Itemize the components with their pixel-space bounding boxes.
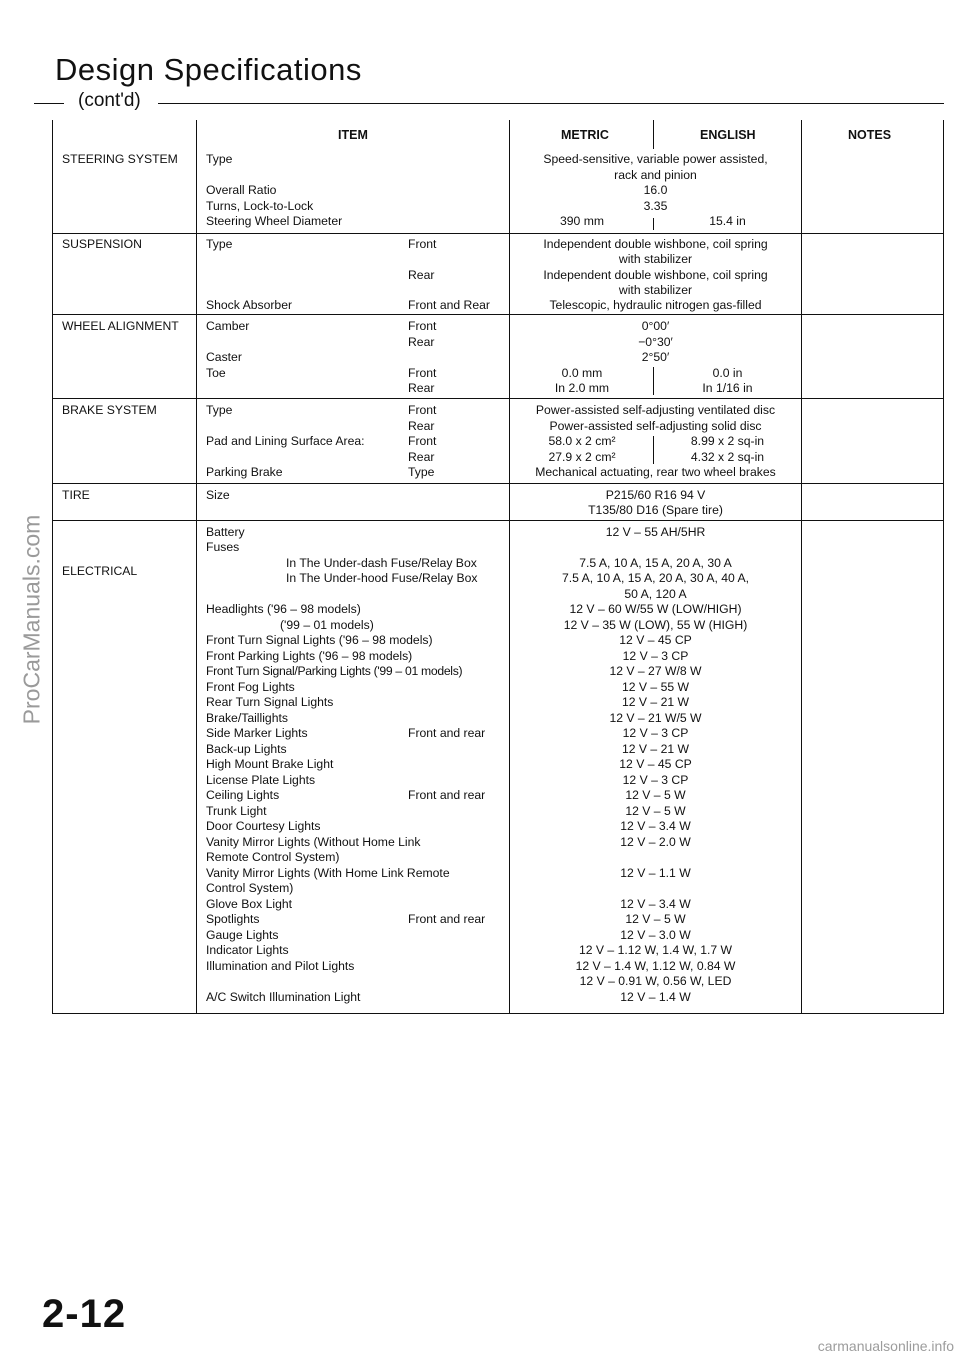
section-electrical: ELECTRICAL [62, 564, 138, 578]
spec-value: Telescopic, hydraulic nitrogen gas-filled [549, 298, 762, 312]
sub-label: Rear [408, 381, 435, 395]
item-label: License Plate Lights [206, 773, 316, 787]
page-subtitle: (cont'd) [78, 90, 141, 111]
item-label: A/C Switch Illumination Light [206, 990, 361, 1004]
item-label: Vanity Mirror Lights (Without Home Link [206, 835, 421, 849]
item-label: Type [206, 237, 233, 251]
section-wheel-alignment: WHEEL ALIGNMENT [62, 319, 179, 333]
sub-label: Rear [408, 335, 435, 349]
sub-label: Front [408, 237, 437, 251]
item-label: Door Courtesy Lights [206, 819, 321, 833]
spec-value: 12 V – 2.0 W [620, 835, 691, 849]
section-tire: TIRE [62, 488, 90, 502]
item-label: Control System) [206, 881, 294, 895]
row-separator [52, 233, 944, 234]
item-label: Gauge Lights [206, 928, 279, 942]
item-label: Rear Turn Signal Lights [206, 695, 334, 709]
spec-value: 12 V – 55 AH/5HR [605, 525, 706, 539]
spec-value: 2°50′ [641, 350, 670, 364]
spec-value: Power-assisted self-adjusting ventilated disc [535, 403, 776, 417]
spec-value: 12 V – 5 W [625, 788, 686, 802]
spec-value: 12 V – 5 W [625, 804, 686, 818]
sub-label: Front and rear [408, 912, 486, 926]
spec-value: rack and pinion [614, 168, 697, 182]
spec-value: 12 V – 27 W/8 W [609, 664, 702, 678]
spec-value: 16.0 [643, 183, 668, 197]
subtitle-rule-right [158, 103, 944, 104]
item-label: Steering Wheel Diameter [206, 214, 343, 228]
spec-value: Power-assisted self-adjusting solid disc [549, 419, 762, 433]
english-value: In 1/16 in [702, 381, 753, 395]
item-label: Trunk Light [206, 804, 267, 818]
spec-table-frame [52, 120, 944, 1014]
section-brake-system: BRAKE SYSTEM [62, 403, 157, 417]
spec-value: 7.5 A, 10 A, 15 A, 20 A, 30 A, 40 A, [561, 571, 750, 585]
item-label: Turns, Lock-to-Lock [206, 199, 314, 213]
item-label: Back-up Lights [206, 742, 287, 756]
item-label: Camber [206, 319, 250, 333]
spec-value: 12 V – 60 W/55 W (LOW/HIGH) [569, 602, 742, 616]
metric-value: In 2.0 mm [554, 381, 610, 395]
spec-value: 3.35 [643, 199, 668, 213]
item-label: Shock Absorber [206, 298, 293, 312]
spec-value: 12 V – 21 W [621, 742, 690, 756]
english-value: 0.0 in [712, 366, 743, 380]
spec-value: P215/60 R16 94 V [605, 488, 706, 502]
item-label: Front Parking Lights ('96 – 98 models) [206, 649, 413, 663]
page-title: Design Specifications [55, 52, 362, 87]
item-label: Vanity Mirror Lights (With Home Link Remote [206, 866, 450, 880]
col-divider-3 [801, 120, 802, 1014]
item-label: Side Marker Lights [206, 726, 308, 740]
row-separator [52, 520, 944, 521]
item-label: Parking Brake [206, 465, 283, 479]
item-label: Type [206, 403, 233, 417]
side-watermark: ProCarManuals.com [18, 514, 45, 725]
spec-value: Mechanical actuating, rear two wheel brakes [535, 465, 776, 479]
spec-value: 12 V – 55 W [621, 680, 690, 694]
item-label: In The Under-dash Fuse/Relay Box [286, 556, 477, 570]
spec-value: T135/80 D16 (Spare tire) [588, 503, 723, 517]
spec-value: 12 V – 21 W/5 W [609, 711, 702, 725]
header-notes: NOTES [848, 128, 892, 142]
spec-value: 12 V – 1.1 W [620, 866, 691, 880]
item-label: Caster [206, 350, 242, 364]
item-label: Spotlights [206, 912, 260, 926]
item-label: Brake/Taillights [206, 711, 288, 725]
spec-value: 12 V – 3 CP [622, 773, 689, 787]
header-english: ENGLISH [700, 128, 756, 142]
section-steering: STEERING SYSTEM [62, 152, 178, 166]
spec-value: 12 V – 3 CP [622, 726, 689, 740]
sub-label: Front [408, 434, 437, 448]
spec-value: 12 V – 1.12 W, 1.4 W, 1.7 W [578, 943, 733, 957]
item-label: Remote Control System) [206, 850, 340, 864]
metric-value: 27.9 x 2 cm² [548, 450, 616, 464]
item-label: Indicator Lights [206, 943, 289, 957]
row-separator [52, 314, 944, 315]
header-item: ITEM [338, 128, 368, 142]
item-label: Size [206, 488, 230, 502]
spec-value: −0°30′ [638, 335, 673, 349]
spec-value: Independent double wishbone, coil spring [543, 237, 768, 251]
spec-value: 0°00′ [641, 319, 670, 333]
english-value: 4.32 x 2 sq-in [690, 450, 765, 464]
sub-label: Type [408, 465, 435, 479]
spec-value: 12 V – 45 CP [619, 757, 692, 771]
item-label: Ceiling Lights [206, 788, 280, 802]
item-label: Type [206, 152, 233, 166]
item-label: Fuses [206, 540, 240, 554]
spec-value: with stabilizer [618, 252, 693, 266]
metric-value: 58.0 x 2 cm² [548, 434, 616, 448]
spec-value: 12 V – 5 W [625, 912, 686, 926]
sub-label: Rear [408, 419, 435, 433]
metric-value: 390 mm [559, 214, 605, 228]
spec-value: 12 V – 45 CP [619, 633, 692, 647]
spec-value: Speed-sensitive, variable power assisted, [543, 152, 768, 166]
item-label: Toe [206, 366, 226, 380]
sub-label: Rear [408, 268, 435, 282]
sub-label: Front [408, 403, 437, 417]
item-label: Pad and Lining Surface Area: [206, 434, 365, 448]
item-label: Battery [206, 525, 245, 539]
spec-value: 12 V – 0.91 W, 0.56 W, LED [579, 974, 732, 988]
row-separator [52, 483, 944, 484]
sub-label: Rear [408, 450, 435, 464]
sub-label: Front and rear [408, 788, 486, 802]
section-suspension: SUSPENSION [62, 237, 142, 251]
header-metric: METRIC [561, 128, 609, 142]
item-label: Headlights ('96 – 98 models) [206, 602, 361, 616]
sub-label: Front [408, 319, 437, 333]
col-divider-1 [196, 120, 197, 1014]
english-value: 8.99 x 2 sq-in [690, 434, 765, 448]
item-label: In The Under-hood Fuse/Relay Box [286, 571, 478, 585]
header-metric-divider [653, 120, 654, 149]
spec-value: 50 A, 120 A [624, 587, 687, 601]
spec-value: 12 V – 35 W (LOW), 55 W (HIGH) [563, 618, 748, 632]
item-label: Front Turn Signal/Parking Lights ('99 – 01 models) [206, 664, 463, 678]
item-label: Glove Box Light [206, 897, 293, 911]
item-label: Illumination and Pilot Lights [206, 959, 355, 973]
spec-value: 12 V – 3.4 W [620, 897, 691, 911]
spec-value: 7.5 A, 10 A, 15 A, 20 A, 30 A [579, 556, 732, 570]
spec-value: 12 V – 3.0 W [620, 928, 691, 942]
sub-label: Front and rear [408, 726, 486, 740]
english-value: 15.4 in [709, 214, 746, 228]
spec-value: 12 V – 3.4 W [620, 819, 691, 833]
item-label: Front Fog Lights [206, 680, 295, 694]
item-label: Overall Ratio [206, 183, 277, 197]
spec-value: Independent double wishbone, coil spring [543, 268, 768, 282]
row-separator [52, 398, 944, 399]
spec-value: 12 V – 21 W [621, 695, 690, 709]
footer-watermark: carmanualsonline.info [817, 1338, 954, 1354]
subtitle-rule-left [34, 103, 64, 104]
metric-value: 0.0 mm [561, 366, 603, 380]
sub-label: Front [408, 366, 437, 380]
spec-value: 12 V – 1.4 W [620, 990, 691, 1004]
item-label: ('99 – 01 models) [280, 618, 374, 632]
spec-value: 12 V – 1.4 W, 1.12 W, 0.84 W [575, 959, 736, 973]
item-label: High Mount Brake Light [206, 757, 334, 771]
spec-value: 12 V – 3 CP [622, 649, 689, 663]
item-label: Front Turn Signal Lights ('96 – 98 models) [206, 633, 433, 647]
page-number: 2-12 [42, 1292, 127, 1336]
spec-value: with stabilizer [618, 283, 693, 297]
sub-label: Front and Rear [408, 298, 490, 312]
